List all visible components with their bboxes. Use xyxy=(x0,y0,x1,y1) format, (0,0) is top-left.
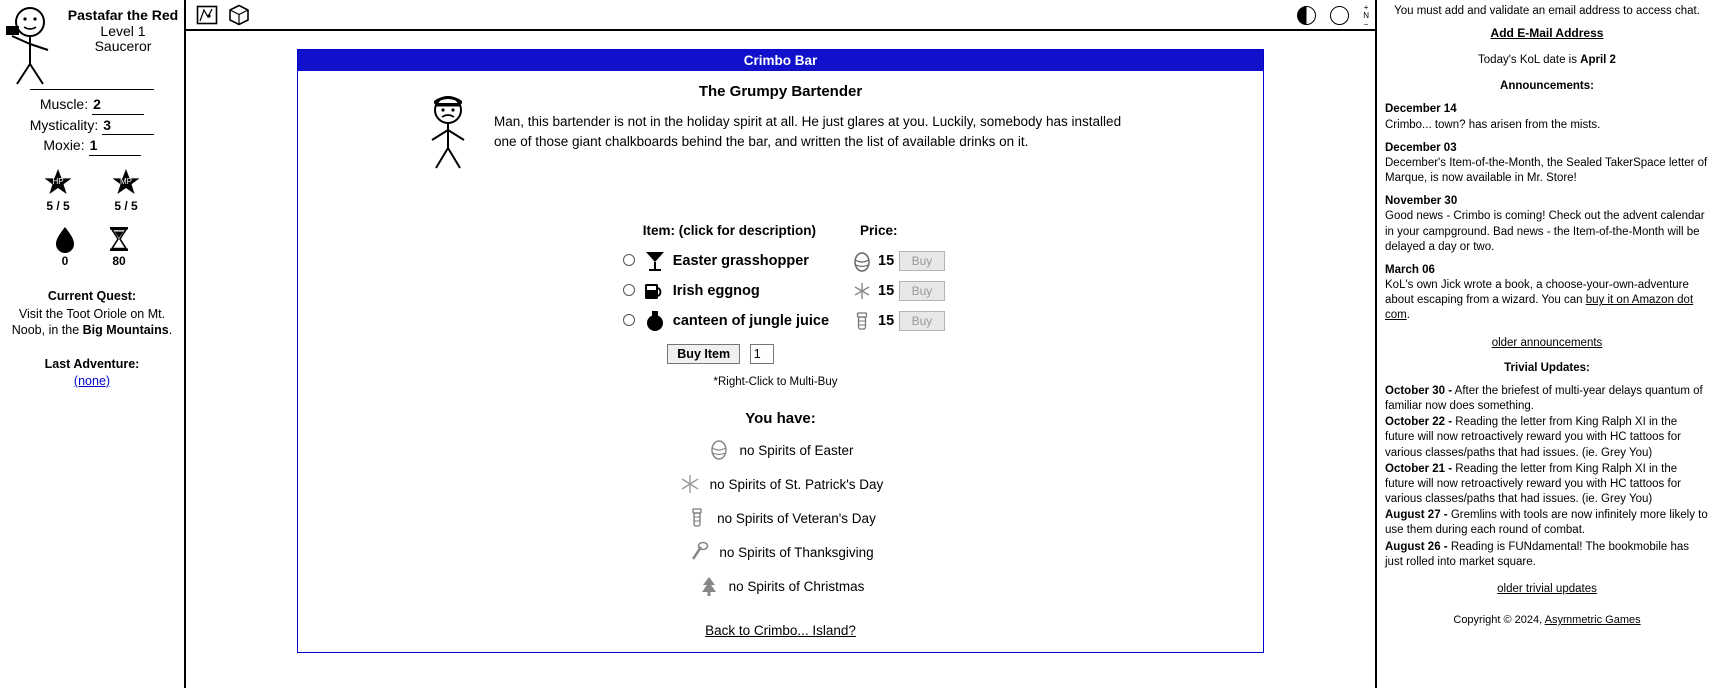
drunkenness-block xyxy=(52,225,78,268)
announcement-body: KoL's own Jick wrote a book, a choose-your-own-adventure about escaping from a wizard. You can xyxy=(1385,279,1689,307)
announcement-item xyxy=(1385,194,1709,255)
stat-row-moxie xyxy=(0,137,184,156)
item-radio-cell[interactable] xyxy=(616,246,642,276)
table-row xyxy=(616,276,946,306)
item-price: 15 xyxy=(878,252,895,269)
announcement-item xyxy=(1385,141,1709,187)
page-title: Crimbo Bar xyxy=(298,50,1263,71)
shop-table xyxy=(616,222,946,336)
quest-text-after: . xyxy=(168,323,173,337)
buy-button[interactable]: Buy xyxy=(899,311,946,331)
trivial-update-item xyxy=(1385,508,1709,538)
holdings-list xyxy=(298,439,1263,597)
trivial-date: August 27 - xyxy=(1385,509,1448,522)
hp-mp-bars xyxy=(0,168,184,213)
current-quest-title: Current Quest: xyxy=(47,288,137,303)
column-header-item: Item: (click for description) xyxy=(642,223,817,238)
column-header-price: Price: xyxy=(860,223,898,238)
list-item xyxy=(298,575,1263,597)
buy-cell[interactable] xyxy=(899,276,946,306)
toolbar-left-icons xyxy=(196,4,250,26)
announcement-date: March 06 xyxy=(1385,263,1435,276)
announcement-text: December's Item-of-the-Month, the Sealed TakerSpace letter of Marque, is now available in Mr. Store! xyxy=(1385,156,1708,185)
trivial-date: October 22 - xyxy=(1385,416,1453,429)
bartender-title: The Grumpy Bartender xyxy=(698,83,863,100)
item-name-cell[interactable] xyxy=(642,246,852,276)
trivial-text: Reading is FUNdamental! The bookmobile has just rolled into market square. xyxy=(1385,540,1690,568)
announcement-date: November 30 xyxy=(1385,195,1458,208)
zoom-control[interactable] xyxy=(1363,4,1369,29)
list-item xyxy=(298,541,1263,563)
table-row xyxy=(616,306,946,336)
buy-button[interactable]: Buy xyxy=(899,281,946,301)
adventures-hourglass-icon xyxy=(106,225,132,253)
announcement-tail: . xyxy=(1406,309,1410,322)
intro-text: Man, this bartender is not in the holiday spirit at all. He just glares at you. Luckily, somebody has installed one of those giant chalkboards behind the bar, and written the list of available drinks on it. xyxy=(494,114,1122,149)
list-item xyxy=(298,439,1263,461)
bartender-avatar xyxy=(424,88,480,172)
chat-note: You must add and validate an email address to access chat. xyxy=(1394,5,1700,17)
zoom-in-icon[interactable]: + xyxy=(1363,3,1369,12)
stats-list xyxy=(0,96,184,156)
multibuy-note: *Right-Click to Multi-Buy xyxy=(713,376,838,388)
spirit-easter-icon xyxy=(852,250,872,272)
hp-block xyxy=(36,168,80,213)
adventures-block xyxy=(106,225,132,268)
list-item xyxy=(298,507,1263,529)
crimbo-bar-panel xyxy=(297,49,1264,653)
zoom-out-icon[interactable]: − xyxy=(1363,19,1369,29)
avatar-stick-figure xyxy=(4,6,66,86)
last-adventure-value[interactable] xyxy=(0,373,184,389)
map-icon[interactable] xyxy=(196,4,218,26)
canteen-icon xyxy=(642,309,668,333)
trivial-updates-title: Trivial Updates: xyxy=(1504,361,1590,374)
zoom-label: N xyxy=(1363,11,1369,21)
right-pane xyxy=(1377,0,1717,688)
spirit-stpatricks-icon xyxy=(852,280,872,302)
quest-location: Big Mountains xyxy=(82,323,169,337)
moon-phase-new-icon[interactable] xyxy=(1330,6,1349,25)
svg-text:HP: HP xyxy=(52,176,64,186)
item-radio-cell[interactable] xyxy=(616,306,642,336)
trivial-date: August 26 - xyxy=(1385,540,1448,553)
announcements-title: Announcements: xyxy=(1500,80,1594,93)
stat-label: Mysticality: xyxy=(29,116,99,133)
hp-value: 5 / 5 xyxy=(46,198,70,213)
spirit-stpatricks-icon xyxy=(678,473,702,495)
dice-cube-icon[interactable] xyxy=(228,4,250,26)
trivial-text: Reading the letter from King Ralph XI in the future will now retroactively reward you with HC tattoos for various classes/paths that had issues. (ie. Grey You) xyxy=(1385,416,1681,459)
asymmetric-games-link[interactable]: Asymmetric Games xyxy=(1544,614,1641,627)
kol-date-prefix: Today's KoL date is xyxy=(1478,54,1581,66)
intro-row xyxy=(298,112,1263,192)
stat-value: 3 xyxy=(102,117,154,136)
item-radio[interactable] xyxy=(623,284,635,296)
amazon-link[interactable]: buy it on Amazon dot com xyxy=(1385,294,1694,322)
item-price: 15 xyxy=(878,312,895,329)
buy-cell[interactable] xyxy=(899,246,946,276)
stat-row-muscle xyxy=(0,96,184,115)
character-level: Level 1 xyxy=(100,22,146,39)
announcement-text xyxy=(1385,278,1709,324)
spirit-christmas-icon xyxy=(697,575,721,597)
announcement-text: Crimbo... town? has arisen from the mists. xyxy=(1385,118,1601,131)
last-adventure-title: Last Adventure: xyxy=(44,357,140,372)
svg-text:MP: MP xyxy=(120,176,132,186)
holding-label: no Spirits of Veteran's Day xyxy=(717,510,876,526)
mp-block xyxy=(104,168,148,213)
item-price-cell xyxy=(852,276,899,306)
cocktail-glass-icon xyxy=(642,249,668,273)
panel-body xyxy=(298,71,1263,652)
back-link-row[interactable] xyxy=(298,623,1263,638)
character-pane xyxy=(0,0,186,688)
character-class: Sauceror xyxy=(94,38,152,55)
list-item xyxy=(298,473,1263,495)
top-toolbar xyxy=(186,0,1375,31)
table-row xyxy=(616,246,946,276)
announcement-item xyxy=(1385,263,1709,324)
item-price-cell xyxy=(852,306,899,336)
character-name[interactable]: Pastafar the Red xyxy=(67,7,179,23)
spirit-easter-icon xyxy=(707,439,731,461)
older-trivial-updates-link[interactable]: older trivial updates xyxy=(1497,582,1597,595)
last-adventure-link[interactable]: (none) xyxy=(73,373,111,388)
older-announcements-link[interactable]: older announcements xyxy=(1491,336,1603,349)
content-area xyxy=(186,31,1375,686)
item-price-cell xyxy=(852,246,899,276)
shop-table-header xyxy=(616,222,946,246)
main-frame xyxy=(186,0,1377,688)
drunkenness-icon xyxy=(52,225,78,253)
trivial-update-item xyxy=(1385,462,1709,508)
toolbar-right-icons xyxy=(1297,0,1349,31)
copyright-text: Copyright © 2024, xyxy=(1453,614,1545,627)
trivial-update-item xyxy=(1385,384,1709,414)
copyright xyxy=(1385,613,1709,628)
mug-icon xyxy=(642,279,668,303)
moon-phase-half-icon[interactable] xyxy=(1297,6,1316,25)
buy-item-button[interactable]: Buy Item xyxy=(667,344,740,364)
announcement-text: Good news - Crimbo is coming! Check out the advent calendar in your campground. Bad news - the Item-of-the-Month will be delayed a day or two. xyxy=(1385,210,1705,253)
add-email-link[interactable]: Add E-Mail Address xyxy=(1490,26,1604,41)
item-name-cell[interactable] xyxy=(642,306,852,336)
stat-value: 2 xyxy=(92,96,144,115)
trivial-update-item xyxy=(1385,415,1709,461)
buy-item-row xyxy=(298,344,1263,364)
you-have-title: You have: xyxy=(745,410,816,427)
drunkenness-value: 0 xyxy=(61,253,69,268)
item-radio[interactable] xyxy=(623,314,635,326)
item-radio[interactable] xyxy=(623,254,635,266)
item-label[interactable]: Easter grasshopper xyxy=(672,252,809,269)
kol-date-value: April 2 xyxy=(1580,54,1616,66)
stat-label: Moxie: xyxy=(43,137,85,153)
mp-icon xyxy=(111,168,141,198)
item-price: 15 xyxy=(878,282,895,299)
trivial-update-item xyxy=(1385,540,1709,570)
adventures-value: 80 xyxy=(112,253,126,268)
hp-icon xyxy=(43,168,73,198)
avatar xyxy=(4,6,66,84)
character-name-block xyxy=(66,6,180,55)
spirit-veterans-icon xyxy=(852,310,872,332)
current-quest xyxy=(0,288,184,339)
trivial-date: October 30 - xyxy=(1385,384,1453,397)
holding-label: no Spirits of Thanksgiving xyxy=(719,544,874,560)
quest-text-before: Visit the Toot Oriole on Mt. Noob, in the xyxy=(11,306,166,337)
item-label[interactable]: Irish eggnog xyxy=(672,282,760,299)
mp-value: 5 / 5 xyxy=(114,198,138,213)
trivial-text: Gremlins with tools are now infinitely more likely to use them during each round of combat. xyxy=(1385,509,1708,537)
trivial-text: Reading the letter from King Ralph XI in the future will now retroactively reward you with HC tattoos for various classes/paths that had issues. (ie. Grey You) xyxy=(1385,462,1681,506)
item-radio-cell[interactable] xyxy=(616,276,642,306)
holding-label: no Spirits of Easter xyxy=(739,442,854,458)
trivial-date: October 21 - xyxy=(1385,462,1453,475)
item-label[interactable]: canteen of jungle juice xyxy=(672,312,830,329)
announcement-item xyxy=(1385,102,1709,132)
buy-button[interactable]: Buy xyxy=(899,251,946,271)
buy-cell[interactable] xyxy=(899,306,946,336)
effects-row xyxy=(0,225,184,268)
character-header xyxy=(0,6,184,84)
stat-row-mysticality xyxy=(0,117,184,136)
announcement-date: December 03 xyxy=(1385,141,1457,154)
last-adventure xyxy=(0,356,184,389)
stat-value: 1 xyxy=(89,137,141,156)
announcement-date: December 14 xyxy=(1385,103,1457,116)
current-quest-text xyxy=(6,306,178,339)
holding-label: no Spirits of Christmas xyxy=(728,578,865,594)
spirit-thanksgiving-icon xyxy=(687,541,711,563)
quantity-input[interactable] xyxy=(750,344,774,364)
stat-label: Muscle: xyxy=(39,96,89,112)
item-name-cell[interactable] xyxy=(642,276,852,306)
spirit-veterans-icon xyxy=(685,507,709,529)
back-to-crimbo-island-link[interactable]: Back to Crimbo... Island? xyxy=(705,623,856,638)
divider xyxy=(30,89,154,90)
holding-label: no Spirits of St. Patrick's Day xyxy=(709,476,884,492)
trivial-text: After the briefest of multi-year delays quantum of familiar now does something. xyxy=(1385,384,1703,413)
kol-date xyxy=(1385,53,1709,68)
